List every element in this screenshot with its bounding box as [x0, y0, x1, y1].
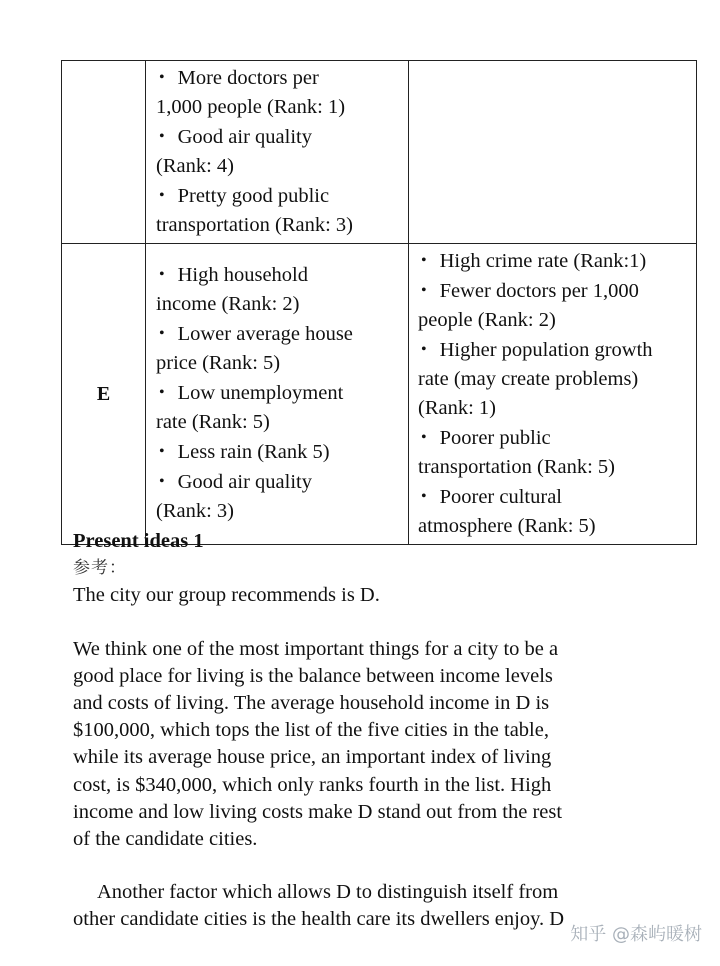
list-item-cont: transportation (Rank: 3) — [156, 214, 353, 236]
paragraph-line: $100,000, which tops the list of the five cities in the table, — [73, 719, 549, 742]
list-item-cont: price (Rank: 5) — [156, 352, 281, 374]
essay-section — [73, 528, 673, 934]
paragraph-line: other candidate cities is the health care its dwellers enjoy. D — [73, 908, 565, 931]
paragraph-line: and costs of living. The average household income in D is — [73, 692, 550, 715]
advantages-cell — [146, 244, 409, 545]
list-item: • Fewer doctors per 1,000 — [418, 276, 696, 306]
disadvantages-cell — [409, 61, 697, 244]
list-item: • Good air quality — [156, 122, 408, 152]
paragraph-line: of the candidate cities. — [73, 828, 258, 851]
list-item-cont: (Rank: 4) — [156, 155, 234, 177]
paragraph-line: cost, is $340,000, which only ranks fourth in the list. High — [73, 773, 552, 796]
list-item-cont: income (Rank: 2) — [156, 293, 300, 315]
paragraph-line: Another factor which allows D to distinguish itself from — [97, 881, 559, 904]
list-item: • High crime rate (Rank:1) — [418, 246, 696, 276]
paragraph-line: We think one of the most important things for a city to be a — [73, 637, 559, 660]
list-item: • High household — [156, 260, 408, 290]
list-item: • Less rain (Rank 5) — [156, 437, 408, 467]
paragraph-line: income and low living costs make D stand out from the rest — [73, 800, 563, 823]
city-label-cell — [62, 244, 146, 545]
list-item: • Higher population growth — [418, 335, 696, 365]
watermark: 知乎 @森屿暖树 — [570, 924, 702, 945]
reference-label: 参考： — [73, 558, 127, 579]
list-item-cont: atmosphere (Rank: 5) — [418, 515, 596, 537]
comparison-table — [61, 60, 697, 545]
paragraph-line: The city our group recommends is D. — [73, 584, 380, 607]
list-item: • Good air quality — [156, 467, 408, 497]
list-item-cont: (Rank: 3) — [156, 500, 234, 522]
list-item: • Pretty good public — [156, 181, 408, 211]
list-item-cont: (Rank: 1) — [418, 397, 496, 419]
paragraph-line: good place for living is the balance between income levels — [73, 664, 553, 687]
list-item-cont: transportation (Rank: 5) — [418, 456, 615, 478]
list-item-cont: people (Rank: 2) — [418, 309, 556, 331]
table-row — [62, 244, 697, 545]
advantages-cell — [146, 61, 409, 244]
list-item-cont: 1,000 people (Rank: 1) — [156, 96, 346, 118]
paragraph-line: while its average house price, an important index of living — [73, 746, 552, 769]
list-item-cont: rate (may create problems) — [418, 368, 639, 390]
list-item: • Poorer cultural — [418, 482, 696, 512]
list-item-cont: rate (Rank: 5) — [156, 411, 270, 433]
list-item: • Low unemployment — [156, 378, 408, 408]
disadvantages-cell — [409, 244, 697, 545]
section-heading: Present ideas 1 — [73, 530, 204, 552]
table-row — [62, 61, 697, 244]
city-label-cell — [62, 61, 146, 244]
city-label: E — [96, 382, 111, 405]
list-item: • Poorer public — [418, 423, 696, 453]
list-item: • Lower average house — [156, 319, 408, 349]
list-item: • More doctors per — [156, 63, 408, 93]
